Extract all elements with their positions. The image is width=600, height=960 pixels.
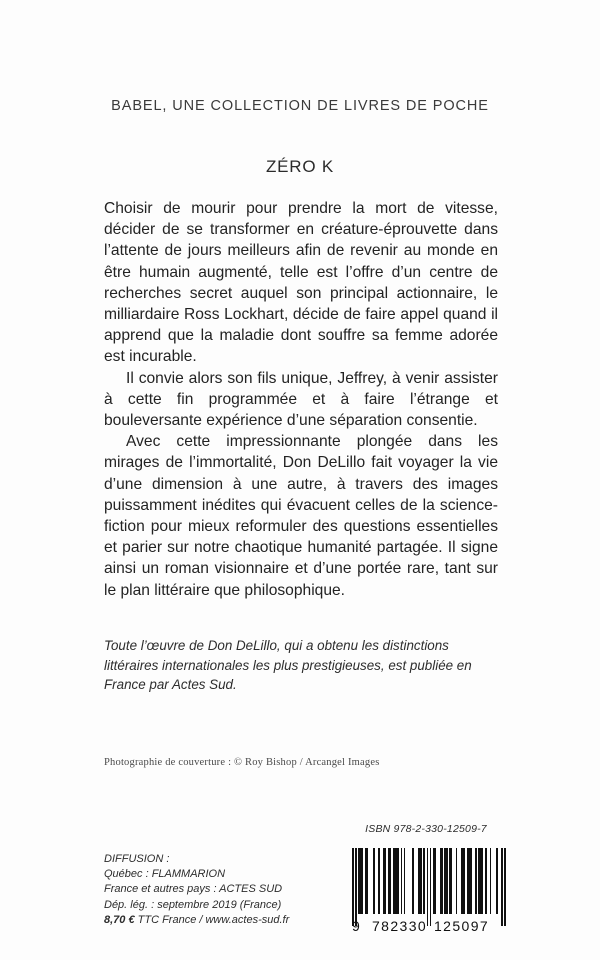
barcode-bar — [412, 848, 414, 914]
barcode-bar — [418, 848, 421, 914]
barcode-bars — [352, 848, 506, 914]
barcode-bar — [444, 848, 447, 914]
barcode-bar — [401, 848, 403, 914]
collection-header: BABEL, UNE COLLECTION DE LIVRES DE POCHE — [111, 98, 489, 114]
imprint-line-price — [104, 913, 334, 928]
imprint-line-quebec: Québec : FLAMMARION — [104, 868, 226, 881]
barcode-bar — [461, 848, 466, 914]
barcode-bar — [467, 848, 472, 914]
barcode-bar — [388, 848, 391, 914]
imprint-line-legal-deposit: Dép. lég. : septembre 2019 (France) — [104, 898, 282, 911]
price-suffix: TTC France / www.actes-sud.fr — [134, 913, 290, 926]
blurb-text — [104, 198, 498, 601]
blurb-paragraph-2: Il convie alors son fils unique, Jeffrey, à venir assister à cette fin programmée et à faire l’étrange et bouleversante expérience d’une séparation consentie. — [104, 369, 498, 430]
barcode-digits — [352, 914, 506, 936]
barcode-bar — [440, 848, 443, 914]
imprint-line-diffusion: DIFFUSION : — [104, 853, 170, 865]
imprint-block — [104, 852, 334, 928]
barcode-bar — [423, 848, 425, 914]
barcode-lead-digit: 9 — [352, 918, 362, 934]
barcode-bar — [383, 848, 386, 914]
imprint-line-france: France et autres pays : ACTES SUD — [104, 883, 283, 896]
barcode-bar — [485, 848, 487, 914]
blurb-paragraph-3: Avec cette impressionnante plongée dans les mirages de l’immortalité, Don DeLillo fait voyager la vie d’une dimension à une autre, à travers des images puissamment inédites qui évacuent celles de la science-fiction pour mieux reformuler des questions essentielles et parier sur notre chaotique humanité partagée. Il signe ainsi un roman visionnaire et d’une portée rare, tant sur le plan littéraire que philosophique. — [104, 433, 498, 599]
barcode-bar — [478, 848, 483, 914]
barcode-bar — [358, 848, 363, 914]
barcode-bar — [373, 848, 375, 914]
price-value: 8,70 € — [104, 913, 135, 926]
barcode-bar — [393, 848, 399, 914]
barcode-right-group: 125097 — [434, 918, 490, 934]
barcode-bar — [475, 848, 477, 914]
photo-credit: Photographie de couverture : © Roy Bishop / Arcangel Images — [104, 757, 380, 768]
barcode-bar — [365, 848, 368, 914]
publisher-note: Toute l’œuvre de Don DeLillo, qui a obtenu les distinctions littéraires internationales les plus prestigieuses, est publiée en France par Actes Sud. — [104, 638, 472, 692]
barcode-bar — [456, 848, 458, 914]
barcode-bar — [490, 848, 492, 914]
isbn-barcode — [352, 848, 506, 940]
barcode-bar — [496, 848, 498, 914]
barcode-bar — [404, 848, 406, 914]
isbn-label: ISBN 978-2-330-12509-7 — [365, 823, 487, 835]
barcode-bar — [433, 848, 436, 914]
barcode-bar — [378, 848, 380, 914]
page-title: ZÉRO K — [265, 157, 335, 176]
blurb-paragraph-1: Choisir de mourir pour prendre la mort de vitesse, décider de se transformer en créature-éprouvette dans l’attente de jours meilleurs afin de revenir au monde en être humain augmenté, telle est l’offre d’un centre de recherches secret auquel son principal actionnaire, le milliardaire Ross Lockhart, décide de faire appel quand il apprend que la maladie dont souffre sa femme adorée est incurable. — [104, 200, 498, 366]
barcode-bar — [449, 848, 452, 914]
barcode-left-group: 782330 — [372, 918, 428, 934]
